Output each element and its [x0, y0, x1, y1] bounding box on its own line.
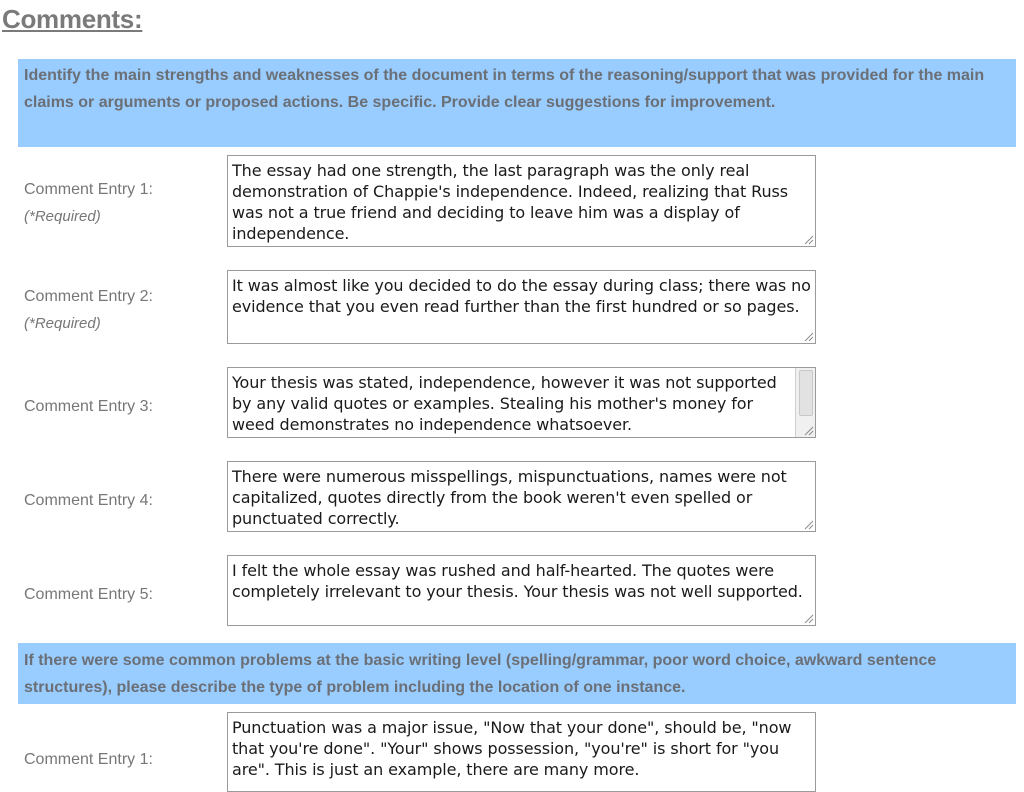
section-2-prompt: If there were some common problems at the basic writing level (spelling/grammar, poor word choice, awkward sentence structures), please describe the type of problem including the location of one instance.	[18, 643, 1016, 704]
comments-heading: Comments:	[2, 4, 143, 34]
section-2-comment-entry-1-text: Punctuation was a major issue, "Now that your done", should be, "now that you're done". "Your" shows possession, "you're" is short for "you are". This is just an example, there are many more.	[232, 718, 792, 779]
comment-entry-4-textarea[interactable]	[227, 461, 816, 532]
section-2-comment-entry-1-label: Comment Entry 1:	[24, 751, 153, 768]
comment-entry-2-text: It was almost like you decided to do the essay during class; there was no evidence that you even read further than the first hundred or so pages.	[232, 276, 811, 316]
comment-entry-1-label: Comment Entry 1:	[24, 181, 153, 198]
resize-grip-icon[interactable]	[802, 424, 814, 436]
comment-entry-1-textarea[interactable]	[227, 155, 816, 247]
comment-entry-5-textarea[interactable]	[227, 555, 816, 626]
section-1-prompt: Identify the main strengths and weaknesses of the document in terms of the reasoning/support that was provided for the main claims or arguments or proposed actions. Be specific. Provide clear suggestions for improvement.	[18, 59, 1016, 147]
comment-entry-1-required-note: (*Required)	[24, 208, 101, 225]
comment-entry-2-required-note: (*Required)	[24, 315, 101, 332]
resize-grip-icon[interactable]	[802, 233, 814, 245]
comment-entry-3-label: Comment Entry 3:	[24, 398, 153, 415]
resize-grip-icon[interactable]	[802, 612, 814, 624]
comment-entry-5-label: Comment Entry 5:	[24, 586, 153, 603]
comment-entry-4-label: Comment Entry 4:	[24, 492, 153, 509]
comment-entry-1-text: The essay had one strength, the last paragraph was the only real demonstration of Chappie's independence. Indeed, realizing that Russ was not a true friend and deciding to leave him was a display of independence.	[232, 161, 788, 243]
comment-entry-3-textarea[interactable]	[227, 367, 816, 438]
comment-entry-2-textarea[interactable]	[227, 270, 816, 344]
resize-grip-icon[interactable]	[802, 518, 814, 530]
section-2-comment-entry-1-textarea[interactable]	[227, 712, 816, 792]
comment-entry-3-text: Your thesis was stated, independence, however it was not supported by any valid quotes or examples. Stealing his mother's money for weed demonstrates no independence whatsoever.	[232, 373, 777, 434]
comment-entry-5-text: I felt the whole essay was rushed and half-hearted. The quotes were completely irrelevant to your thesis. Your thesis was not well supported.	[232, 561, 803, 601]
scrollbar-thumb[interactable]	[799, 370, 813, 416]
comment-entry-2-label: Comment Entry 2:	[24, 288, 153, 305]
resize-grip-icon[interactable]	[802, 330, 814, 342]
comment-entry-4-text: There were numerous misspellings, mispunctuations, names were not capitalized, quotes directly from the book weren't even spelled or punctuated correctly.	[232, 467, 787, 528]
